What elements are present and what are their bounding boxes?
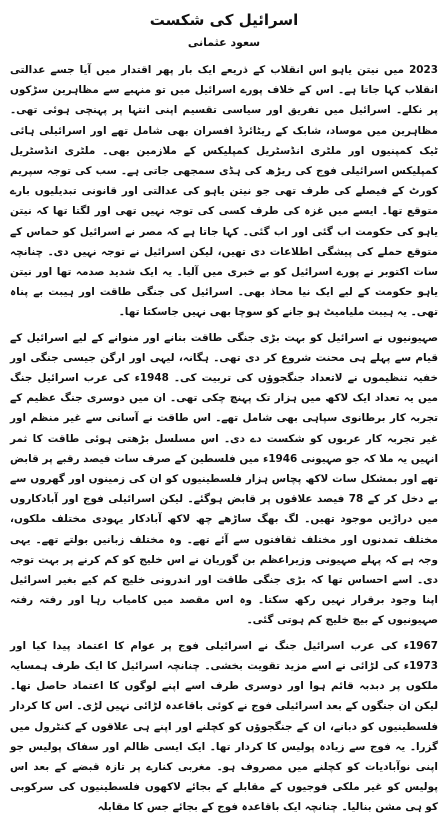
article-title: اسرائیل کی شکست [149,11,299,29]
article-paragraph: 1967ء کی عرب اسرائیل جنگ نے اسرائیلی فوج پر عوام کا اعتماد پیدا کیا اور 1973ء کی لڑائی نے اسے مزید تقویت بخشی۔ چنانچہ اسرائیل کا ایک طرف ہمسایہ ملکوں پر دبدبہ قائم ہوا اور دوسری طرف اسے اپنے لوگوں کا اعتماد حاصل تھا۔ لیکن ان جنگوں کے بعد اسرائیلی فوج نے کوئی باقاعدہ لڑائی نہیں لڑی۔ اس کا کردار فلسطینیوں کو دبانے، ان کے جنگجوؤں کو کچلنے اور اپنے ہی علاقوں کے کنٹرول میں گزرا۔ یہ فوج سے زیادہ پولیس کا کردار تھا۔ ایک ایسی ظالم اور سفاک پولیس جو اپنی نوآبادیات کو کچلنے میں مصروف ہو۔ مغربی کنارے پر تازہ قبضے کے بعد اس پولیس کو غیر ملکی فوجیوں کے مقابلے کے بجائے لاکھوں فلسطینیوں کی سرکوبی کو ہی مشن بنالیا۔ چنانچہ ایک باقاعدہ فوج کے بجائے جس کا مقابلہ [10,639,438,814]
article-paragraph: 2023 میں نیتن یاہو اس انقلاب کے ذریعے ایک بار پھر اقتدار میں آیا جسے عدالتی انقلاب کہا جاتا ہے۔ اس کے خلاف پورے اسرائیل میں تو منہبے سے مظاہرین سڑکوں پر نکلے۔ اسرائیل میں تفریق اور سیاسی تقسیم اپنی انتہا پر پہنچی ہوئی تھی۔ مظاہرین میں موساد، شابک کے ریٹائرڈ افسران بھی شامل تھے اور اسرائیلی ہائی ٹیک کمپنیوں اور ملٹری انڈسٹریل کمپلیکس کے ملازمین بھی۔ ملٹری انڈسٹریل کمپلیکس اسرائیلی فوج کی ریڑھ کی ہڈی سمجھی جاتی ہے۔ سب کی توجہ سپریم کورٹ کے فیصلے کی طرف تھی جو نیتن یاہو کی عدالتی اور قانونی تبدیلیوں بارے متوقع تھا۔ ایسے میں غزہ کی طرف کسی کی توجہ نہیں تھی اور لگتا تھا کہ نیتن یاہو کی حکومت اب گئی اور اب گئی۔ کہا جاتا ہے کہ مصر نے اسرائیل کو حماس کے متوقع حملے کی پیشگی اطلاعات دی تھیں، لیکن اسرائیل نے توجہ نہیں دی۔ چنانچہ سات اکتوبر نے پورے اسرائیل کو بے خبری میں آلیا۔ یہ ایک شدید صدمہ تھا اور نیتن یاہو حکومت کے لیے ایک نیا محاذ بھی۔ اسرائیل کی جنگی طاقت اور ہیبت بے پناہ تھی۔ یہ ہیبت ملیامیٹ ہو جانے کو سوچا بھی نہیں جاسکتا تھا۔ [10,64,438,319]
article-author: سعود عثمانی [187,36,261,49]
article-body [10,60,438,818]
article-paragraph: صہیونیوں نے اسرائیل کو بہت بڑی جنگی طاقت بنانے اور منوانے کے لیے اسرائیل کے قیام سے پہلے ہی محنت شروع کر دی تھی۔ ہگانہ، لیہی اور ارگن جیسی جنگی اور خفیہ تنظیموں نے لاتعداد جنگجوؤں کی تربیت کی۔ 1948ء کی عرب اسرائیل جنگ میں یہ تعداد ایک لاکھ میں ہزار تک پہنچ چکی تھی۔ ان میں دوسری جنگ عظیم کے تجربہ کار برطانوی سپاہی بھی شامل تھے۔ اس طاقت نے آسانی سے غیر منظم اور غیر تجربہ کار عربوں کو شکست دے دی۔ اس مسلسل بڑھتی ہوئی طاقت کا ثمر انہیں یہ ملا کہ جو صہیونی 1946ء میں فلسطین کے صرف سات فیصد رقبے پر قابض تھے اور بمشکل سات لاکھ پچاس ہزار فلسطینیوں کو ان کی زمینوں اور گھروں سے بے دخل کر کے 78 فیصد علاقوں پر قابض ہوگئے۔ لیکن اسرائیلی فوج اور آبادکاروں میں دراڑیں موجود تھیں۔ لگ بھگ ساڑھے چھ لاکھ آبادکار یہودی مختلف ملکوں، مختلف تمدنوں اور مختلف ثقافتوں سے آئے تھے۔ وہ مختلف زبانیں بولتے تھے۔ یہی وجہ ہے کہ پہلے صہیونی وزیراعظم بن گوریان نے اس خلیج کو کم کرنے پر بہت توجہ دی۔ اسے احساس تھا کہ بڑی جنگی طاقت اور اندرونی خلیج کم کیے بغیر اسرائیل اپنا وجود برقرار نہیں رکھ سکتا۔ وہ اس مقصد میں کامیاب رہا اور رفتہ رفتہ صہیونیوں کے بیچ خلیج کم ہوتی گئی۔ [10,331,439,627]
